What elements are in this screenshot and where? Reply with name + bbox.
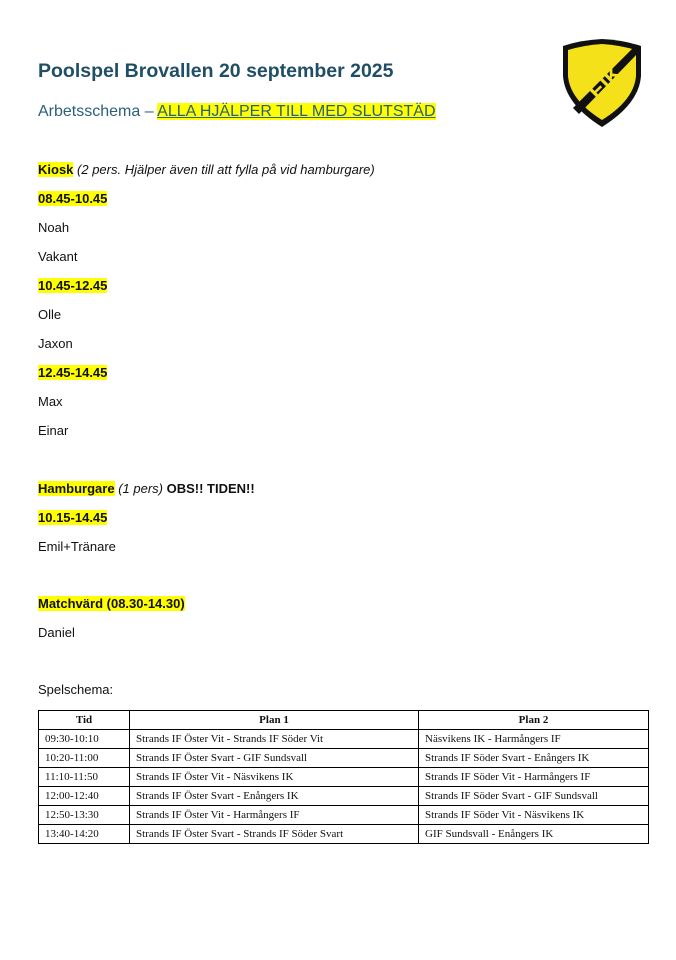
header-plan-2: Plan 2 — [419, 711, 649, 730]
table-row — [39, 806, 649, 825]
schedule-table — [38, 710, 649, 844]
cell-plan-2: Näsvikens IK - Harmångers IF — [419, 730, 649, 749]
shift-time: 10.45-12.45 — [38, 278, 108, 293]
subtitle-prefix: Arbetsschema – — [38, 103, 158, 120]
kiosk-shift-3-time — [38, 365, 107, 380]
kiosk-heading — [38, 162, 375, 177]
hamburgare-heading — [38, 481, 255, 496]
kiosk-note: (2 pers. Hjälper även till att fylla på vid hamburgare) — [73, 162, 375, 177]
header-plan-1: Plan 1 — [130, 711, 419, 730]
cell-time: 12:50-13:30 — [39, 806, 130, 825]
cell-plan-1: Strands IF Öster Svart - Strands IF Söder Svart — [130, 825, 419, 844]
subtitle-highlight: ALLA HJÄLPER TILL MED SLUTSTÄD — [157, 103, 436, 120]
table-row — [39, 825, 649, 844]
table-row — [39, 749, 649, 768]
kiosk-shift-2-person-2: Jaxon — [38, 336, 73, 351]
hamburgare-time: 10.15-14.45 — [38, 510, 108, 525]
kiosk-shift-3-person-2: Einar — [38, 423, 69, 438]
cell-time: 13:40-14:20 — [39, 825, 130, 844]
cell-time: 09:30-10:10 — [39, 730, 130, 749]
cell-plan-1: Strands IF Öster Vit - Harmångers IF — [130, 806, 419, 825]
matchvard-person: Daniel — [38, 625, 75, 640]
kiosk-shift-2-person-1: Olle — [38, 307, 62, 322]
table-row — [39, 768, 649, 787]
cell-plan-2: Strands IF Söder Vit - Harmångers IF — [419, 768, 649, 787]
matchvard-heading — [38, 596, 185, 611]
kiosk-label: Kiosk — [38, 162, 74, 177]
hamburgare-time-line — [38, 510, 107, 525]
kiosk-shift-2-time — [38, 278, 107, 293]
kiosk-shift-1-time — [38, 191, 107, 206]
kiosk-shift-1-person-1: Noah — [38, 220, 70, 235]
cell-plan-1: Strands IF Öster Vit - Näsvikens IK — [130, 768, 419, 787]
cell-time: 11:10-11:50 — [39, 768, 130, 787]
shift-time: 08.45-10.45 — [38, 191, 108, 206]
table-header-row — [39, 711, 649, 730]
table-row — [39, 787, 649, 806]
table-row — [39, 730, 649, 749]
matchvard-label: Matchvärd (08.30-14.30) — [38, 596, 185, 611]
cell-time: 12:00-12:40 — [39, 787, 130, 806]
kiosk-shift-3-person-1: Max — [38, 394, 63, 409]
kiosk-shift-1-person-2: Vakant — [38, 249, 78, 264]
hamburgare-warning: OBS!! TIDEN!! — [166, 481, 255, 496]
logo-text: EIK — [583, 60, 628, 105]
schedule-label: Spelschema: — [38, 682, 114, 697]
header-tid: Tid — [39, 711, 130, 730]
cell-time: 10:20-11:00 — [39, 749, 130, 768]
shift-time: 12.45-14.45 — [38, 365, 108, 380]
cell-plan-2: Strands IF Söder Vit - Näsvikens IK — [419, 806, 649, 825]
cell-plan-1: Strands IF Öster Svart - Enångers IK — [130, 787, 419, 806]
hamburgare-label: Hamburgare — [38, 481, 115, 496]
cell-plan-2: Strands IF Söder Svart - GIF Sundsvall — [419, 787, 649, 806]
cell-plan-2: Strands IF Söder Svart - Enångers IK — [419, 749, 649, 768]
cell-plan-1: Strands IF Öster Svart - GIF Sundsvall — [130, 749, 419, 768]
cell-plan-2: GIF Sundsvall - Enångers IK — [419, 825, 649, 844]
page-title: Poolspel Brovallen 20 september 2025 — [38, 60, 394, 82]
subtitle — [38, 103, 436, 121]
club-logo — [561, 38, 643, 128]
hamburgare-person: Emil+Tränare — [38, 539, 116, 554]
cell-plan-1: Strands IF Öster Vit - Strands IF Söder Vit — [130, 730, 419, 749]
hamburgare-note: (1 pers) — [114, 481, 167, 496]
